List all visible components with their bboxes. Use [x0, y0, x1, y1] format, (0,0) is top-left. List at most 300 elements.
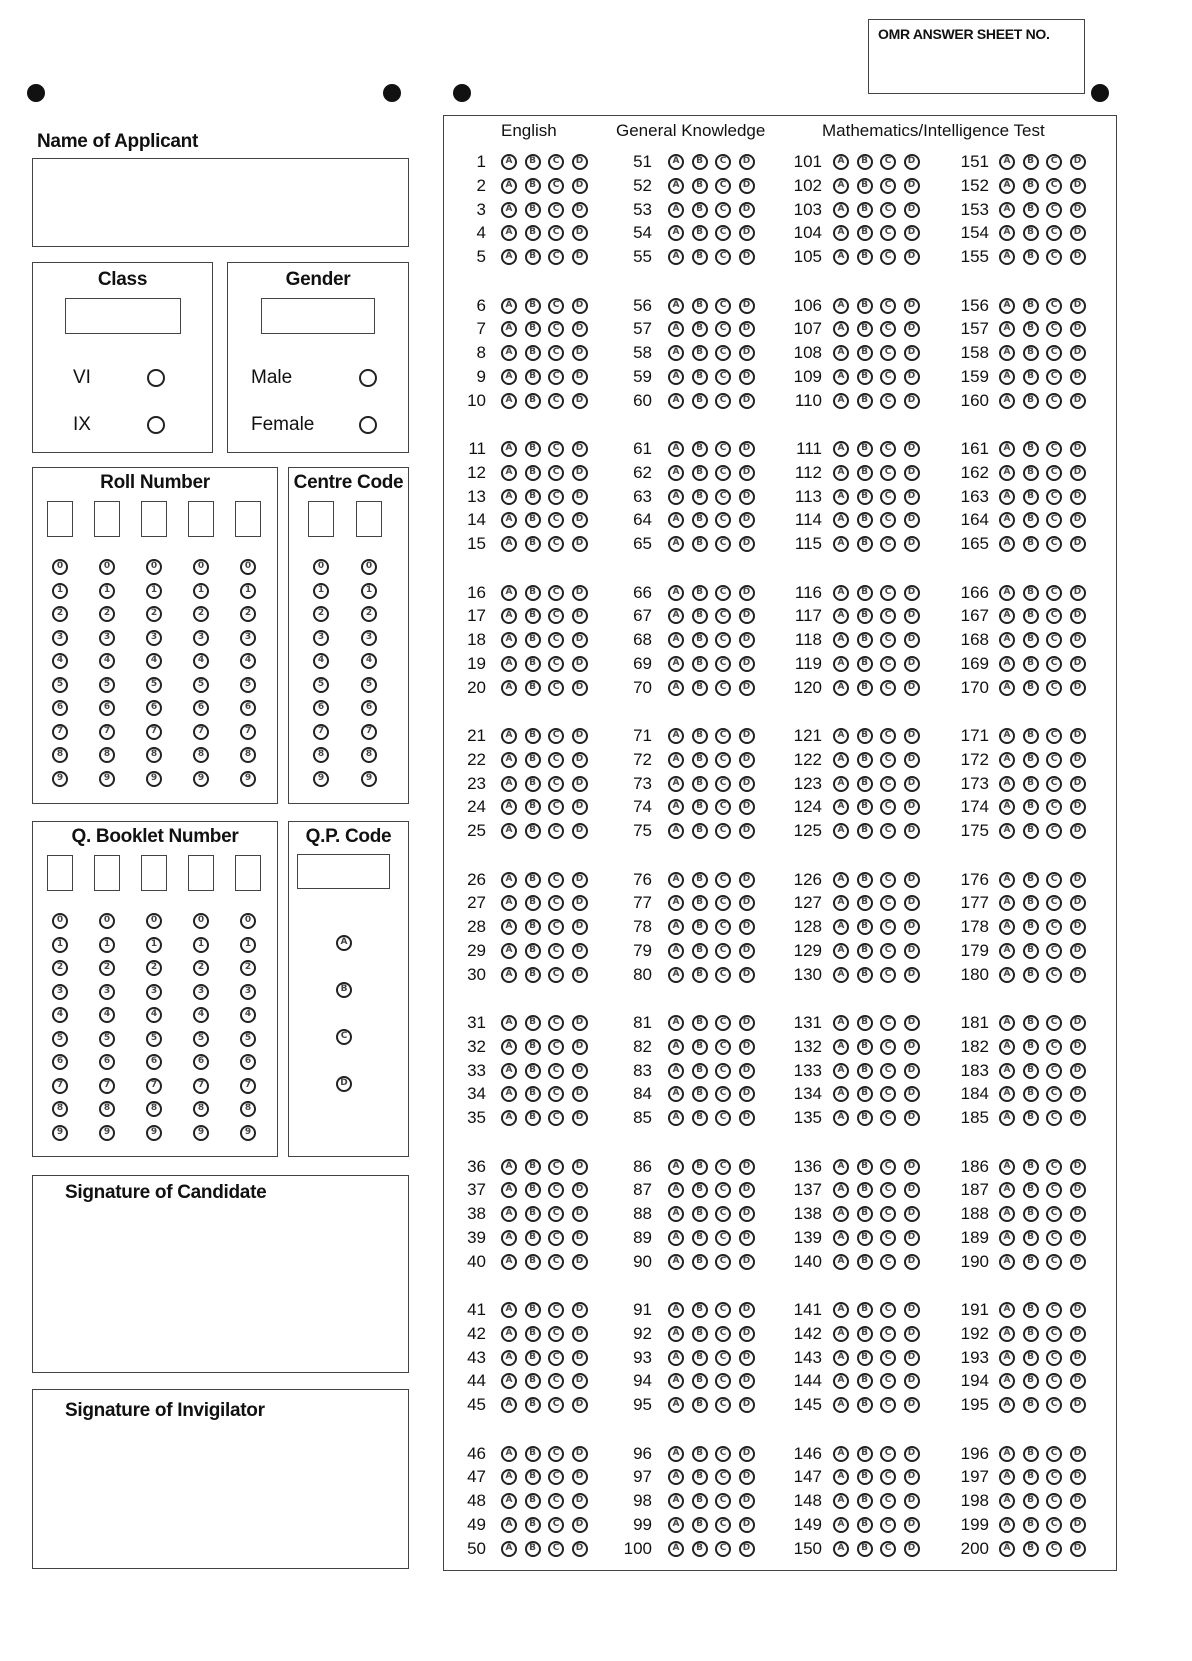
answer-option-bubble[interactable]: B: [692, 919, 708, 935]
answer-option-bubble[interactable]: D: [572, 489, 588, 505]
answer-option-bubble[interactable]: B: [1023, 489, 1039, 505]
answer-option-bubble[interactable]: A: [999, 1230, 1015, 1246]
centre-code-digit-box[interactable]: [308, 501, 334, 537]
answer-option-bubble[interactable]: A: [668, 1254, 684, 1270]
answer-option-bubble[interactable]: A: [668, 799, 684, 815]
answer-option-bubble[interactable]: D: [904, 895, 920, 911]
answer-option-bubble[interactable]: D: [739, 585, 755, 601]
answer-option-bubble[interactable]: C: [880, 1206, 896, 1222]
centre-code-digit-bubble[interactable]: 5: [313, 677, 329, 693]
answer-option-bubble[interactable]: B: [1023, 178, 1039, 194]
answer-option-bubble[interactable]: D: [572, 1206, 588, 1222]
roll-number-digit-bubble[interactable]: 7: [193, 724, 209, 740]
answer-option-bubble[interactable]: D: [904, 1302, 920, 1318]
answer-option-bubble[interactable]: D: [739, 1159, 755, 1175]
answer-option-bubble[interactable]: A: [668, 321, 684, 337]
answer-option-bubble[interactable]: C: [548, 1326, 564, 1342]
roll-number-digit-box[interactable]: [188, 501, 214, 537]
answer-option-bubble[interactable]: C: [880, 728, 896, 744]
answer-option-bubble[interactable]: A: [501, 1326, 517, 1342]
answer-option-bubble[interactable]: A: [833, 752, 849, 768]
answer-option-bubble[interactable]: B: [525, 680, 541, 696]
booklet-number-digit-bubble[interactable]: 1: [193, 937, 209, 953]
answer-option-bubble[interactable]: C: [548, 393, 564, 409]
answer-option-bubble[interactable]: A: [999, 632, 1015, 648]
answer-option-bubble[interactable]: B: [1023, 1326, 1039, 1342]
roll-number-digit-bubble[interactable]: 4: [99, 653, 115, 669]
answer-option-bubble[interactable]: B: [692, 608, 708, 624]
booklet-number-digit-bubble[interactable]: 2: [193, 960, 209, 976]
answer-option-bubble[interactable]: D: [1070, 680, 1086, 696]
answer-option-bubble[interactable]: D: [904, 178, 920, 194]
answer-option-bubble[interactable]: B: [692, 680, 708, 696]
answer-option-bubble[interactable]: C: [880, 919, 896, 935]
answer-option-bubble[interactable]: D: [904, 585, 920, 601]
answer-option-bubble[interactable]: D: [904, 465, 920, 481]
answer-option-bubble[interactable]: C: [715, 943, 731, 959]
answer-option-bubble[interactable]: C: [1046, 298, 1062, 314]
answer-option-bubble[interactable]: B: [525, 728, 541, 744]
answer-option-bubble[interactable]: D: [739, 608, 755, 624]
answer-option-bubble[interactable]: C: [1046, 608, 1062, 624]
answer-option-bubble[interactable]: A: [501, 489, 517, 505]
answer-option-bubble[interactable]: C: [715, 512, 731, 528]
answer-option-bubble[interactable]: C: [548, 967, 564, 983]
answer-option-bubble[interactable]: D: [739, 895, 755, 911]
answer-option-bubble[interactable]: B: [525, 1302, 541, 1318]
answer-option-bubble[interactable]: C: [715, 1469, 731, 1485]
answer-option-bubble[interactable]: D: [904, 967, 920, 983]
answer-option-bubble[interactable]: A: [501, 656, 517, 672]
answer-option-bubble[interactable]: A: [833, 536, 849, 552]
answer-option-bubble[interactable]: D: [572, 967, 588, 983]
booklet-number-digit-bubble[interactable]: 4: [240, 1007, 256, 1023]
answer-option-bubble[interactable]: A: [501, 680, 517, 696]
answer-option-bubble[interactable]: B: [692, 1302, 708, 1318]
answer-option-bubble[interactable]: B: [857, 1086, 873, 1102]
answer-option-bubble[interactable]: D: [572, 512, 588, 528]
answer-option-bubble[interactable]: B: [525, 249, 541, 265]
answer-option-bubble[interactable]: A: [668, 1302, 684, 1318]
answer-option-bubble[interactable]: C: [1046, 799, 1062, 815]
answer-option-bubble[interactable]: B: [1023, 465, 1039, 481]
answer-option-bubble[interactable]: C: [548, 512, 564, 528]
answer-option-bubble[interactable]: C: [880, 1182, 896, 1198]
answer-option-bubble[interactable]: C: [715, 441, 731, 457]
answer-option-bubble[interactable]: D: [572, 1397, 588, 1413]
answer-option-bubble[interactable]: D: [739, 249, 755, 265]
answer-option-bubble[interactable]: C: [880, 585, 896, 601]
answer-option-bubble[interactable]: A: [668, 225, 684, 241]
answer-option-bubble[interactable]: B: [857, 1015, 873, 1031]
answer-option-bubble[interactable]: B: [692, 967, 708, 983]
answer-option-bubble[interactable]: B: [525, 1326, 541, 1342]
answer-option-bubble[interactable]: C: [1046, 154, 1062, 170]
answer-option-bubble[interactable]: B: [692, 1541, 708, 1557]
answer-option-bubble[interactable]: A: [999, 752, 1015, 768]
answer-option-bubble[interactable]: B: [525, 154, 541, 170]
answer-option-bubble[interactable]: B: [1023, 919, 1039, 935]
answer-option-bubble[interactable]: D: [739, 1182, 755, 1198]
answer-option-bubble[interactable]: B: [525, 345, 541, 361]
centre-code-digit-bubble[interactable]: 2: [313, 606, 329, 622]
answer-option-bubble[interactable]: A: [668, 1110, 684, 1126]
booklet-number-digit-box[interactable]: [94, 855, 120, 891]
answer-option-bubble[interactable]: B: [692, 1373, 708, 1389]
answer-option-bubble[interactable]: C: [880, 1110, 896, 1126]
roll-number-digit-bubble[interactable]: 0: [146, 559, 162, 575]
answer-option-bubble[interactable]: B: [1023, 154, 1039, 170]
answer-option-bubble[interactable]: B: [1023, 369, 1039, 385]
answer-option-bubble[interactable]: C: [1046, 1446, 1062, 1462]
answer-option-bubble[interactable]: D: [904, 345, 920, 361]
answer-option-bubble[interactable]: C: [548, 298, 564, 314]
answer-option-bubble[interactable]: B: [857, 1230, 873, 1246]
centre-code-digit-bubble[interactable]: 7: [313, 724, 329, 740]
answer-option-bubble[interactable]: C: [548, 919, 564, 935]
answer-option-bubble[interactable]: A: [668, 1517, 684, 1533]
answer-option-bubble[interactable]: B: [857, 154, 873, 170]
answer-option-bubble[interactable]: B: [1023, 1206, 1039, 1222]
answer-option-bubble[interactable]: B: [525, 1397, 541, 1413]
answer-option-bubble[interactable]: C: [715, 369, 731, 385]
answer-option-bubble[interactable]: A: [999, 154, 1015, 170]
answer-option-bubble[interactable]: D: [904, 1446, 920, 1462]
answer-option-bubble[interactable]: C: [715, 967, 731, 983]
answer-option-bubble[interactable]: C: [548, 1541, 564, 1557]
answer-option-bubble[interactable]: B: [857, 393, 873, 409]
answer-option-bubble[interactable]: B: [857, 1039, 873, 1055]
answer-option-bubble[interactable]: A: [501, 1373, 517, 1389]
answer-option-bubble[interactable]: D: [904, 225, 920, 241]
booklet-number-digit-bubble[interactable]: 6: [52, 1054, 68, 1070]
answer-option-bubble[interactable]: C: [1046, 1397, 1062, 1413]
answer-option-bubble[interactable]: B: [692, 1254, 708, 1270]
gender-input-box[interactable]: [261, 298, 375, 334]
answer-option-bubble[interactable]: D: [739, 1086, 755, 1102]
answer-option-bubble[interactable]: B: [692, 465, 708, 481]
answer-option-bubble[interactable]: D: [1070, 1517, 1086, 1533]
answer-option-bubble[interactable]: C: [715, 154, 731, 170]
answer-option-bubble[interactable]: D: [904, 799, 920, 815]
answer-option-bubble[interactable]: B: [525, 1230, 541, 1246]
centre-code-digit-bubble[interactable]: 3: [361, 630, 377, 646]
answer-option-bubble[interactable]: D: [739, 536, 755, 552]
answer-option-bubble[interactable]: D: [739, 512, 755, 528]
answer-option-bubble[interactable]: A: [501, 872, 517, 888]
answer-option-bubble[interactable]: C: [1046, 1230, 1062, 1246]
answer-option-bubble[interactable]: A: [833, 1469, 849, 1485]
answer-option-bubble[interactable]: A: [501, 1397, 517, 1413]
answer-option-bubble[interactable]: D: [1070, 967, 1086, 983]
answer-option-bubble[interactable]: C: [715, 489, 731, 505]
answer-option-bubble[interactable]: C: [548, 321, 564, 337]
answer-option-bubble[interactable]: A: [501, 1039, 517, 1055]
answer-option-bubble[interactable]: A: [668, 1493, 684, 1509]
answer-option-bubble[interactable]: D: [1070, 298, 1086, 314]
answer-option-bubble[interactable]: A: [999, 1182, 1015, 1198]
answer-option-bubble[interactable]: A: [501, 919, 517, 935]
answer-option-bubble[interactable]: D: [904, 1206, 920, 1222]
answer-option-bubble[interactable]: A: [501, 202, 517, 218]
answer-option-bubble[interactable]: A: [501, 1254, 517, 1270]
answer-option-bubble[interactable]: C: [715, 1039, 731, 1055]
answer-option-bubble[interactable]: A: [668, 943, 684, 959]
answer-option-bubble[interactable]: B: [1023, 1469, 1039, 1485]
answer-option-bubble[interactable]: C: [715, 799, 731, 815]
answer-option-bubble[interactable]: B: [857, 1469, 873, 1485]
answer-option-bubble[interactable]: A: [668, 776, 684, 792]
signature-of-invigilator-box[interactable]: [32, 1389, 409, 1569]
answer-option-bubble[interactable]: B: [525, 608, 541, 624]
centre-code-digit-box[interactable]: [356, 501, 382, 537]
answer-option-bubble[interactable]: A: [999, 680, 1015, 696]
answer-option-bubble[interactable]: C: [1046, 656, 1062, 672]
answer-option-bubble[interactable]: A: [668, 249, 684, 265]
answer-option-bubble[interactable]: C: [715, 1397, 731, 1413]
answer-option-bubble[interactable]: B: [1023, 1373, 1039, 1389]
answer-option-bubble[interactable]: B: [1023, 799, 1039, 815]
answer-option-bubble[interactable]: C: [880, 872, 896, 888]
class-option-bubble[interactable]: [147, 416, 165, 434]
answer-option-bubble[interactable]: C: [715, 1493, 731, 1509]
answer-option-bubble[interactable]: C: [880, 178, 896, 194]
answer-option-bubble[interactable]: D: [739, 776, 755, 792]
answer-option-bubble[interactable]: D: [904, 1110, 920, 1126]
answer-option-bubble[interactable]: A: [833, 249, 849, 265]
answer-option-bubble[interactable]: A: [833, 728, 849, 744]
answer-option-bubble[interactable]: A: [833, 225, 849, 241]
roll-number-digit-bubble[interactable]: 2: [193, 606, 209, 622]
answer-option-bubble[interactable]: D: [739, 489, 755, 505]
answer-option-bubble[interactable]: C: [548, 1302, 564, 1318]
answer-option-bubble[interactable]: D: [739, 1397, 755, 1413]
booklet-number-digit-bubble[interactable]: 8: [146, 1101, 162, 1117]
answer-option-bubble[interactable]: B: [525, 1015, 541, 1031]
answer-option-bubble[interactable]: C: [548, 1517, 564, 1533]
answer-option-bubble[interactable]: C: [715, 249, 731, 265]
answer-option-bubble[interactable]: B: [1023, 967, 1039, 983]
answer-option-bubble[interactable]: A: [999, 656, 1015, 672]
answer-option-bubble[interactable]: A: [999, 799, 1015, 815]
answer-option-bubble[interactable]: A: [833, 1350, 849, 1366]
answer-option-bubble[interactable]: D: [572, 178, 588, 194]
roll-number-digit-bubble[interactable]: 1: [193, 583, 209, 599]
answer-option-bubble[interactable]: C: [548, 225, 564, 241]
answer-option-bubble[interactable]: C: [715, 608, 731, 624]
answer-option-bubble[interactable]: A: [999, 369, 1015, 385]
answer-option-bubble[interactable]: D: [739, 1493, 755, 1509]
answer-option-bubble[interactable]: A: [833, 202, 849, 218]
answer-option-bubble[interactable]: A: [501, 249, 517, 265]
answer-option-bubble[interactable]: B: [525, 919, 541, 935]
answer-option-bubble[interactable]: B: [857, 752, 873, 768]
answer-option-bubble[interactable]: A: [999, 823, 1015, 839]
answer-option-bubble[interactable]: A: [501, 441, 517, 457]
answer-option-bubble[interactable]: C: [1046, 1063, 1062, 1079]
answer-option-bubble[interactable]: A: [501, 632, 517, 648]
booklet-number-digit-bubble[interactable]: 7: [240, 1078, 256, 1094]
answer-option-bubble[interactable]: C: [548, 752, 564, 768]
roll-number-digit-bubble[interactable]: 8: [99, 747, 115, 763]
answer-option-bubble[interactable]: B: [525, 943, 541, 959]
answer-option-bubble[interactable]: C: [880, 752, 896, 768]
answer-option-bubble[interactable]: B: [857, 1063, 873, 1079]
answer-option-bubble[interactable]: C: [1046, 752, 1062, 768]
roll-number-digit-bubble[interactable]: 1: [52, 583, 68, 599]
answer-option-bubble[interactable]: A: [668, 1397, 684, 1413]
answer-option-bubble[interactable]: A: [668, 1039, 684, 1055]
answer-option-bubble[interactable]: C: [1046, 1469, 1062, 1485]
answer-option-bubble[interactable]: C: [715, 752, 731, 768]
roll-number-digit-bubble[interactable]: 8: [240, 747, 256, 763]
answer-option-bubble[interactable]: A: [999, 776, 1015, 792]
answer-option-bubble[interactable]: C: [548, 369, 564, 385]
answer-option-bubble[interactable]: D: [904, 298, 920, 314]
answer-option-bubble[interactable]: D: [1070, 1397, 1086, 1413]
answer-option-bubble[interactable]: A: [501, 823, 517, 839]
answer-option-bubble[interactable]: B: [857, 321, 873, 337]
answer-option-bubble[interactable]: B: [525, 967, 541, 983]
booklet-number-digit-bubble[interactable]: 9: [146, 1125, 162, 1141]
centre-code-digit-bubble[interactable]: 7: [361, 724, 377, 740]
answer-option-bubble[interactable]: C: [880, 298, 896, 314]
answer-option-bubble[interactable]: B: [857, 345, 873, 361]
roll-number-digit-box[interactable]: [94, 501, 120, 537]
roll-number-digit-bubble[interactable]: 4: [193, 653, 209, 669]
answer-option-bubble[interactable]: D: [739, 1326, 755, 1342]
answer-option-bubble[interactable]: C: [880, 489, 896, 505]
answer-option-bubble[interactable]: D: [904, 369, 920, 385]
answer-option-bubble[interactable]: B: [1023, 345, 1039, 361]
answer-option-bubble[interactable]: C: [880, 512, 896, 528]
answer-option-bubble[interactable]: B: [857, 728, 873, 744]
booklet-number-digit-bubble[interactable]: 4: [146, 1007, 162, 1023]
answer-option-bubble[interactable]: C: [880, 1159, 896, 1175]
centre-code-digit-bubble[interactable]: 0: [361, 559, 377, 575]
answer-option-bubble[interactable]: B: [857, 1182, 873, 1198]
answer-option-bubble[interactable]: A: [999, 1086, 1015, 1102]
answer-option-bubble[interactable]: C: [1046, 919, 1062, 935]
answer-option-bubble[interactable]: B: [857, 225, 873, 241]
answer-option-bubble[interactable]: C: [880, 680, 896, 696]
answer-option-bubble[interactable]: B: [1023, 298, 1039, 314]
roll-number-digit-bubble[interactable]: 6: [52, 700, 68, 716]
answer-option-bubble[interactable]: C: [715, 298, 731, 314]
answer-option-bubble[interactable]: C: [1046, 321, 1062, 337]
answer-option-bubble[interactable]: A: [999, 585, 1015, 601]
answer-option-bubble[interactable]: C: [1046, 249, 1062, 265]
answer-option-bubble[interactable]: A: [501, 512, 517, 528]
answer-option-bubble[interactable]: D: [904, 393, 920, 409]
answer-option-bubble[interactable]: B: [857, 249, 873, 265]
answer-option-bubble[interactable]: C: [1046, 1302, 1062, 1318]
answer-option-bubble[interactable]: A: [833, 799, 849, 815]
answer-option-bubble[interactable]: A: [833, 1446, 849, 1462]
answer-option-bubble[interactable]: C: [548, 1159, 564, 1175]
answer-option-bubble[interactable]: B: [1023, 1230, 1039, 1246]
answer-option-bubble[interactable]: B: [1023, 1015, 1039, 1031]
answer-option-bubble[interactable]: D: [1070, 225, 1086, 241]
answer-option-bubble[interactable]: A: [833, 895, 849, 911]
answer-option-bubble[interactable]: D: [904, 1086, 920, 1102]
answer-option-bubble[interactable]: B: [857, 608, 873, 624]
answer-option-bubble[interactable]: B: [525, 799, 541, 815]
answer-option-bubble[interactable]: A: [501, 1517, 517, 1533]
answer-option-bubble[interactable]: A: [501, 345, 517, 361]
answer-option-bubble[interactable]: D: [572, 1086, 588, 1102]
answer-option-bubble[interactable]: A: [999, 967, 1015, 983]
answer-option-bubble[interactable]: A: [668, 1086, 684, 1102]
answer-option-bubble[interactable]: C: [548, 249, 564, 265]
answer-option-bubble[interactable]: B: [857, 489, 873, 505]
booklet-number-digit-bubble[interactable]: 1: [99, 937, 115, 953]
booklet-number-digit-bubble[interactable]: 6: [99, 1054, 115, 1070]
answer-option-bubble[interactable]: D: [572, 680, 588, 696]
answer-option-bubble[interactable]: B: [692, 369, 708, 385]
answer-option-bubble[interactable]: A: [501, 154, 517, 170]
answer-option-bubble[interactable]: C: [1046, 202, 1062, 218]
answer-option-bubble[interactable]: D: [572, 1110, 588, 1126]
answer-option-bubble[interactable]: B: [857, 1254, 873, 1270]
answer-option-bubble[interactable]: C: [548, 585, 564, 601]
answer-option-bubble[interactable]: A: [668, 680, 684, 696]
gender-option-bubble[interactable]: [359, 416, 377, 434]
answer-option-bubble[interactable]: D: [739, 1254, 755, 1270]
roll-number-digit-bubble[interactable]: 4: [52, 653, 68, 669]
answer-option-bubble[interactable]: A: [501, 776, 517, 792]
answer-option-bubble[interactable]: C: [880, 225, 896, 241]
answer-option-bubble[interactable]: C: [1046, 369, 1062, 385]
answer-option-bubble[interactable]: C: [715, 225, 731, 241]
answer-option-bubble[interactable]: B: [525, 369, 541, 385]
answer-option-bubble[interactable]: A: [833, 1039, 849, 1055]
answer-option-bubble[interactable]: C: [1046, 465, 1062, 481]
answer-option-bubble[interactable]: A: [833, 1015, 849, 1031]
answer-option-bubble[interactable]: B: [1023, 1493, 1039, 1509]
answer-option-bubble[interactable]: D: [904, 1015, 920, 1031]
booklet-number-digit-box[interactable]: [235, 855, 261, 891]
answer-option-bubble[interactable]: D: [572, 536, 588, 552]
answer-option-bubble[interactable]: C: [715, 1254, 731, 1270]
answer-option-bubble[interactable]: D: [572, 823, 588, 839]
answer-option-bubble[interactable]: D: [739, 178, 755, 194]
answer-option-bubble[interactable]: B: [857, 632, 873, 648]
booklet-number-digit-bubble[interactable]: 9: [240, 1125, 256, 1141]
answer-option-bubble[interactable]: C: [1046, 1493, 1062, 1509]
answer-option-bubble[interactable]: B: [1023, 1517, 1039, 1533]
answer-option-bubble[interactable]: D: [1070, 943, 1086, 959]
roll-number-digit-bubble[interactable]: 1: [99, 583, 115, 599]
answer-option-bubble[interactable]: A: [501, 1182, 517, 1198]
booklet-number-digit-bubble[interactable]: 8: [193, 1101, 209, 1117]
qp-code-bubble[interactable]: C: [336, 1029, 352, 1045]
answer-option-bubble[interactable]: D: [572, 728, 588, 744]
answer-option-bubble[interactable]: B: [1023, 1086, 1039, 1102]
answer-option-bubble[interactable]: B: [692, 1206, 708, 1222]
answer-option-bubble[interactable]: C: [1046, 1373, 1062, 1389]
answer-option-bubble[interactable]: A: [999, 249, 1015, 265]
answer-option-bubble[interactable]: D: [1070, 752, 1086, 768]
answer-option-bubble[interactable]: C: [715, 1302, 731, 1318]
answer-option-bubble[interactable]: D: [739, 632, 755, 648]
answer-option-bubble[interactable]: A: [668, 536, 684, 552]
answer-option-bubble[interactable]: A: [833, 1086, 849, 1102]
answer-option-bubble[interactable]: C: [715, 1446, 731, 1462]
answer-option-bubble[interactable]: B: [1023, 728, 1039, 744]
roll-number-digit-bubble[interactable]: 2: [240, 606, 256, 622]
answer-option-bubble[interactable]: D: [904, 249, 920, 265]
